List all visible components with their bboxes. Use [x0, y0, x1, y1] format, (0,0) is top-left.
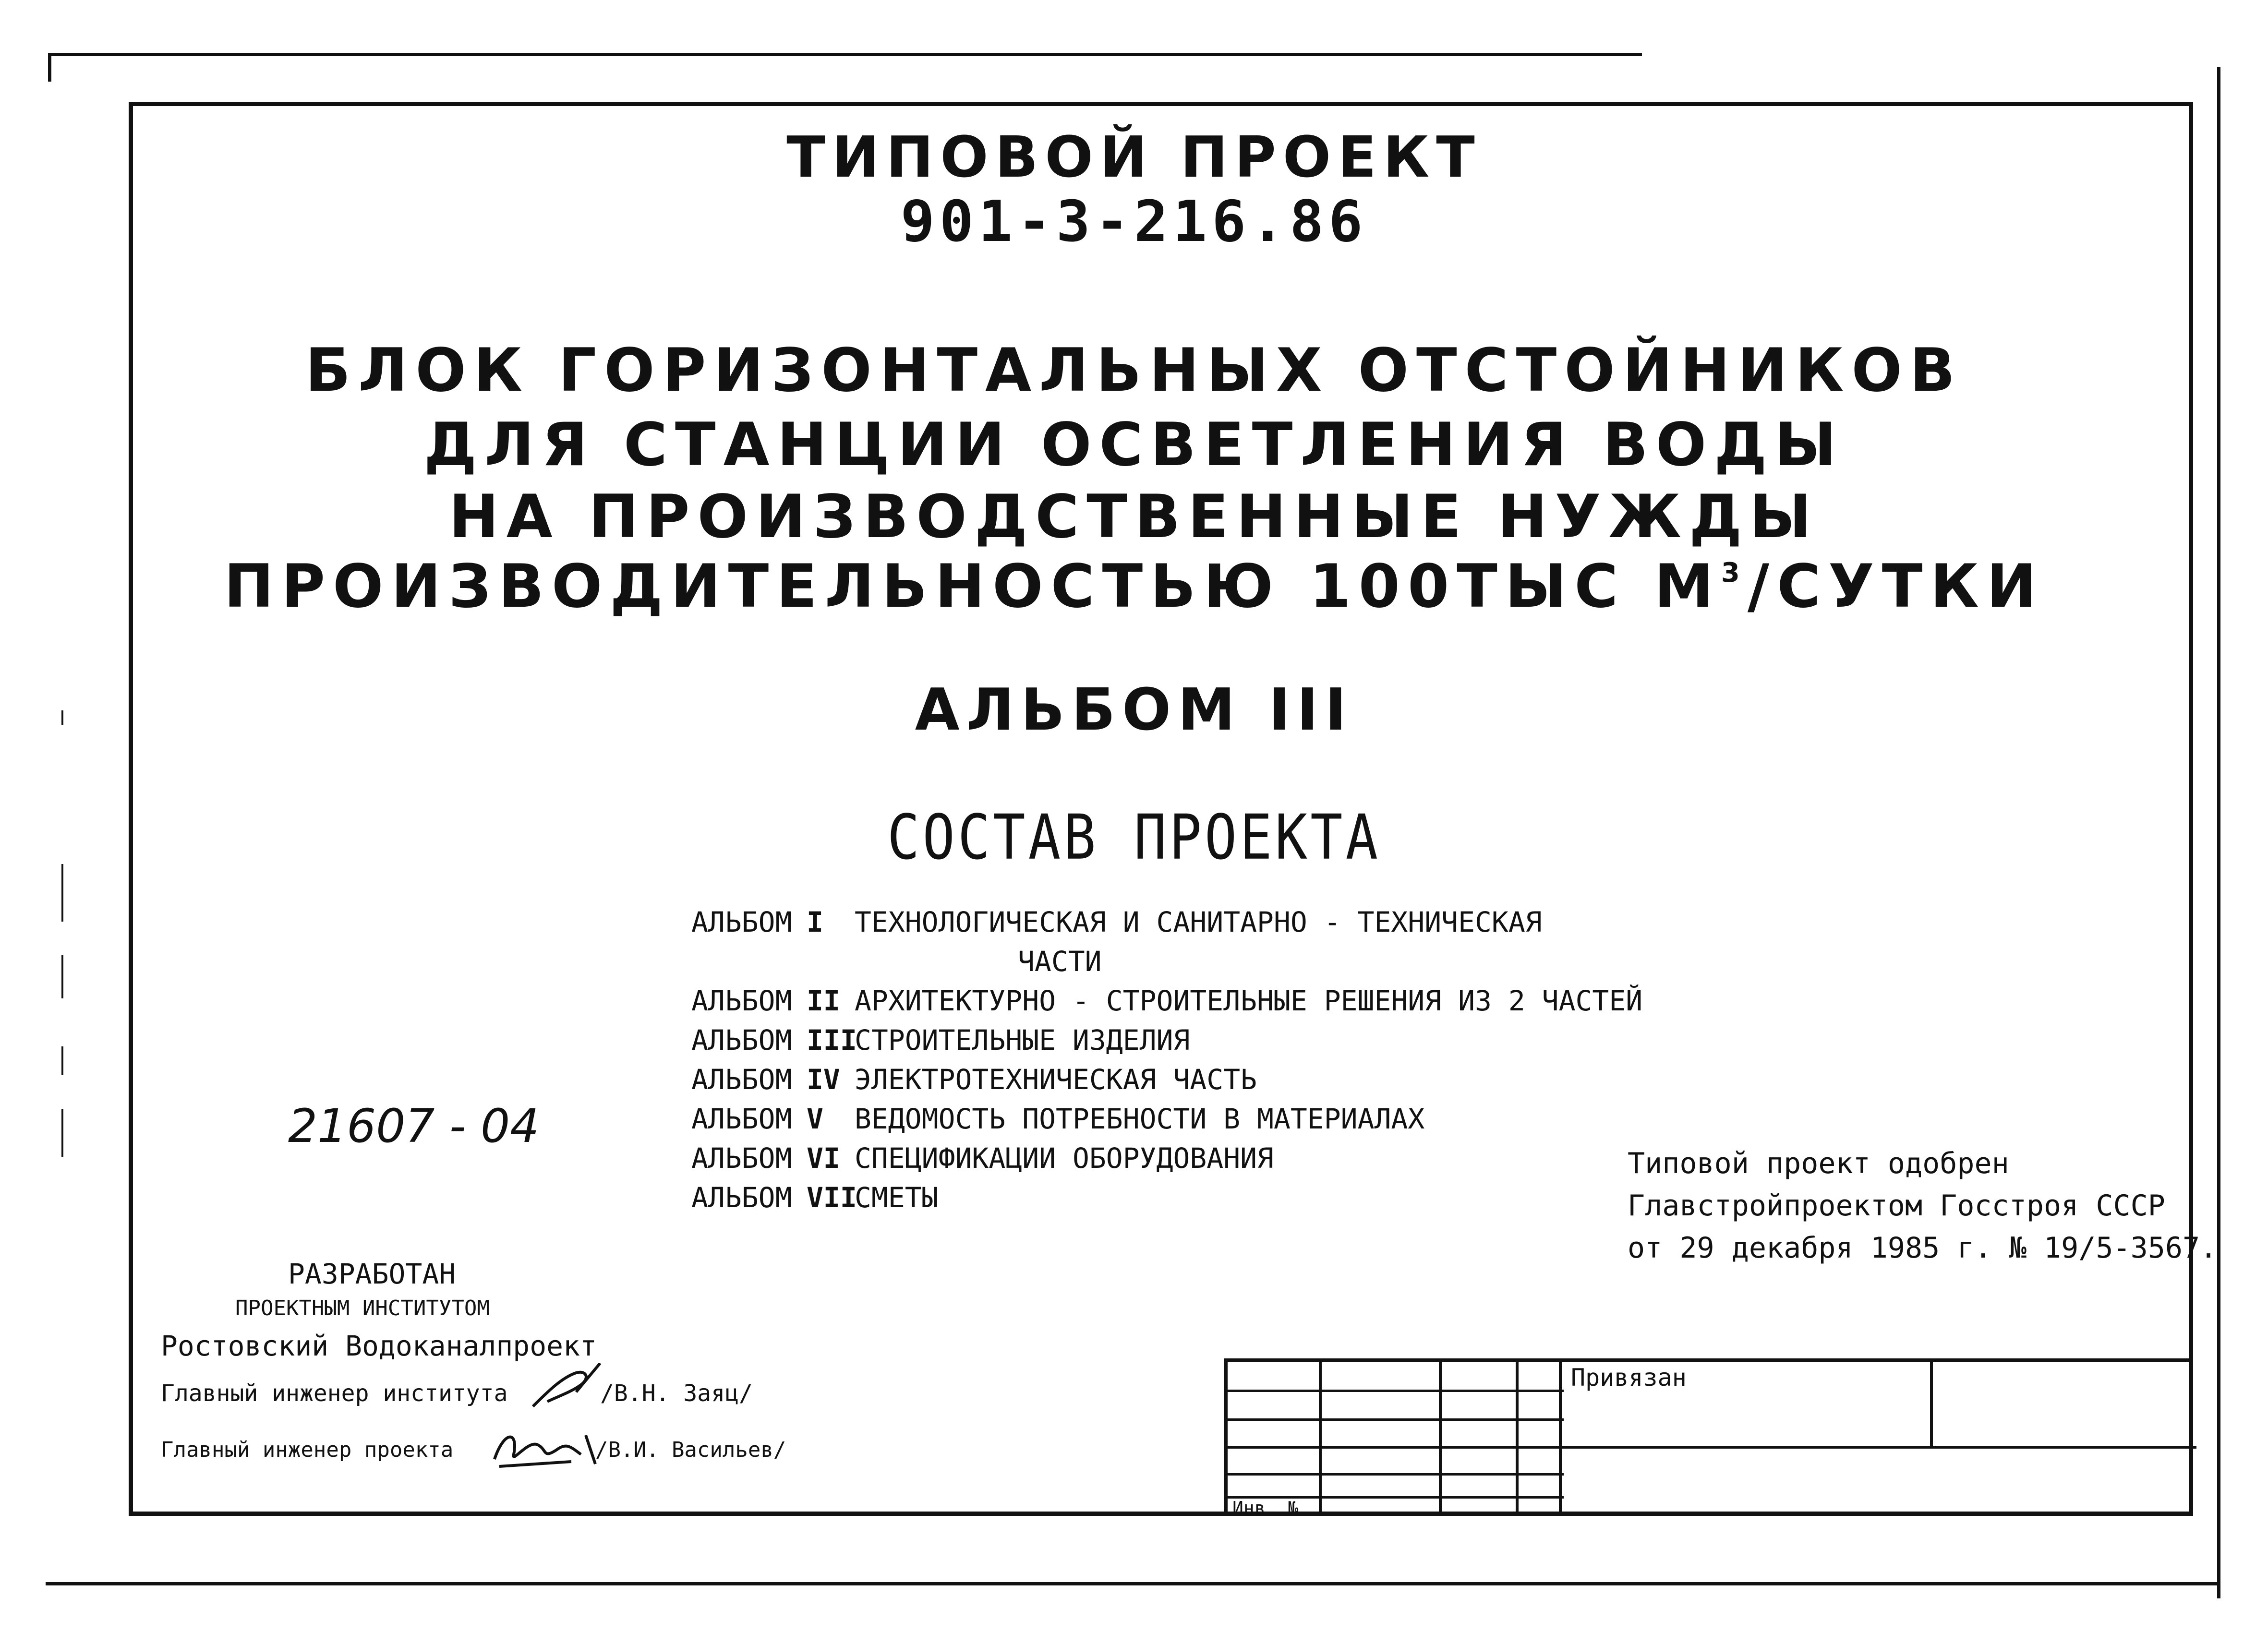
- album-description: ВЕДОМОСТЬ ПОТРЕБНОСТИ В МАТЕРИАЛАХ: [855, 1103, 1425, 1135]
- sheet-number: 21607 - 04: [288, 1099, 540, 1153]
- approval-line-2: Главстройпроектом Госстроя СССР: [1628, 1189, 2165, 1223]
- approval-line-3: от 29 декабря 1985 г. № 19/5-3567.: [1628, 1231, 2218, 1265]
- stamp-divider: [1930, 1362, 1933, 1448]
- album-description: СПЕЦИФИКАЦИИ ОБОРУДОВАНИЯ: [855, 1142, 1274, 1175]
- stamp-divider: [1516, 1362, 1519, 1516]
- album-description: ЭЛЕКТРОТЕХНИЧЕСКАЯ ЧАСТЬ: [855, 1063, 1257, 1096]
- bottom-edge-line: [46, 1582, 2218, 1585]
- album-list-item: [691, 902, 1844, 981]
- main-title-line-3: НА ПРОИЗВОДСТВЕННЫЕ НУЖДЫ: [448, 482, 1820, 552]
- chief-engineer-project-name: /В.И. Васильев/: [595, 1438, 786, 1462]
- album-title: АЛЬБОМ III: [915, 677, 1353, 744]
- margin-dash: [61, 1046, 63, 1075]
- album-list-item: [691, 1099, 1844, 1139]
- album-label: АЛЬБОМ: [691, 1103, 792, 1135]
- album-number: V: [807, 1103, 823, 1135]
- margin-dash: [61, 1109, 63, 1157]
- stamp-divider: [1319, 1362, 1322, 1516]
- album-number: VII: [807, 1181, 857, 1214]
- project-type-heading: ТИПОВОЙ ПРОЕКТ: [786, 124, 1482, 190]
- album-list-item: [691, 1060, 1844, 1099]
- approval-note: [1628, 1142, 2217, 1269]
- signature-1: [528, 1363, 605, 1416]
- album-number: II: [807, 984, 840, 1017]
- album-label: АЛЬБОМ: [691, 906, 792, 938]
- stamp-row-line: [1228, 1446, 2196, 1449]
- stamp-row-line: [1228, 1418, 1564, 1421]
- stamp-row-line: [1228, 1390, 1564, 1392]
- album-number: III: [807, 1024, 857, 1056]
- album-description: ТЕХНОЛОГИЧЕСКАЯ И САНИТАРНО - ТЕХНИЧЕСКАЯ ЧАСТИ: [855, 906, 1542, 978]
- main-title-line-4: [0, 552, 2268, 621]
- chief-engineer-institute-name: /В.Н. Заяц/: [600, 1380, 753, 1407]
- left-edge-tick: [48, 53, 51, 82]
- stamp-divider: [1439, 1362, 1442, 1516]
- developed-by-label: РАЗРАБОТАН: [288, 1258, 456, 1290]
- album-label: АЛЬБОМ: [691, 1024, 792, 1056]
- album-description: СТРОИТЕЛЬНЫЕ ИЗДЕЛИЯ: [855, 1024, 1190, 1056]
- album-number: VI: [807, 1142, 840, 1175]
- stamp-row-line: [1228, 1473, 1564, 1476]
- signature-2: [490, 1421, 600, 1474]
- album-label: АЛЬБОМ: [691, 1142, 792, 1175]
- album-list-item: [691, 981, 1844, 1020]
- main-title-line-1: БЛОК ГОРИЗОНТАЛЬНЫХ ОТСТОЙНИКОВ: [305, 336, 1963, 405]
- album-number: I: [807, 906, 823, 938]
- album-description: АРХИТЕКТУРНО - СТРОИТЕЛЬНЫЕ РЕШЕНИЯ ИЗ 2 ЧАСТЕЙ: [855, 984, 1643, 1017]
- stamp-divider: [1559, 1362, 1562, 1516]
- cubic-superscript: 3: [1721, 557, 1748, 588]
- title-block-stamp: [1224, 1358, 2193, 1519]
- album-number: IV: [807, 1063, 840, 1096]
- album-label: АЛЬБОМ: [691, 1181, 792, 1214]
- main-title-line-2: ДЛЯ СТАНЦИИ ОСВЕТЛЕНИЯ ВОДЫ: [423, 410, 1845, 480]
- institute-name: Ростовский Водоканалпроект: [161, 1330, 597, 1362]
- approval-line-1: Типовой проект одобрен: [1628, 1147, 2009, 1180]
- capacity-text: ПРОИЗВОДИТЕЛЬНОСТЬЮ 100ТЫС М: [224, 552, 1721, 621]
- chief-engineer-project-role: Главный инженер проекта: [161, 1438, 454, 1462]
- privyazan-label: Привязан: [1571, 1364, 1687, 1392]
- composition-title: СОСТАВ ПРОЕКТА: [887, 802, 1381, 874]
- album-description: СМЕТЫ: [855, 1181, 939, 1214]
- institute-label: ПРОЕКТНЫМ ИНСТИТУТОМ: [235, 1296, 490, 1320]
- album-label: АЛЬБОМ: [691, 984, 792, 1017]
- project-number: 901-3-216.86: [900, 188, 1368, 254]
- chief-engineer-institute-role: Главный инженер института: [161, 1380, 508, 1407]
- album-label: АЛЬБОМ: [691, 1063, 792, 1096]
- capacity-unit: /СУТКИ: [1747, 552, 2044, 621]
- inventory-number-label: Инв. №: [1232, 1498, 1299, 1519]
- album-list-item: [691, 1020, 1844, 1060]
- margin-dash: [61, 955, 63, 998]
- top-edge-line: [48, 53, 1642, 56]
